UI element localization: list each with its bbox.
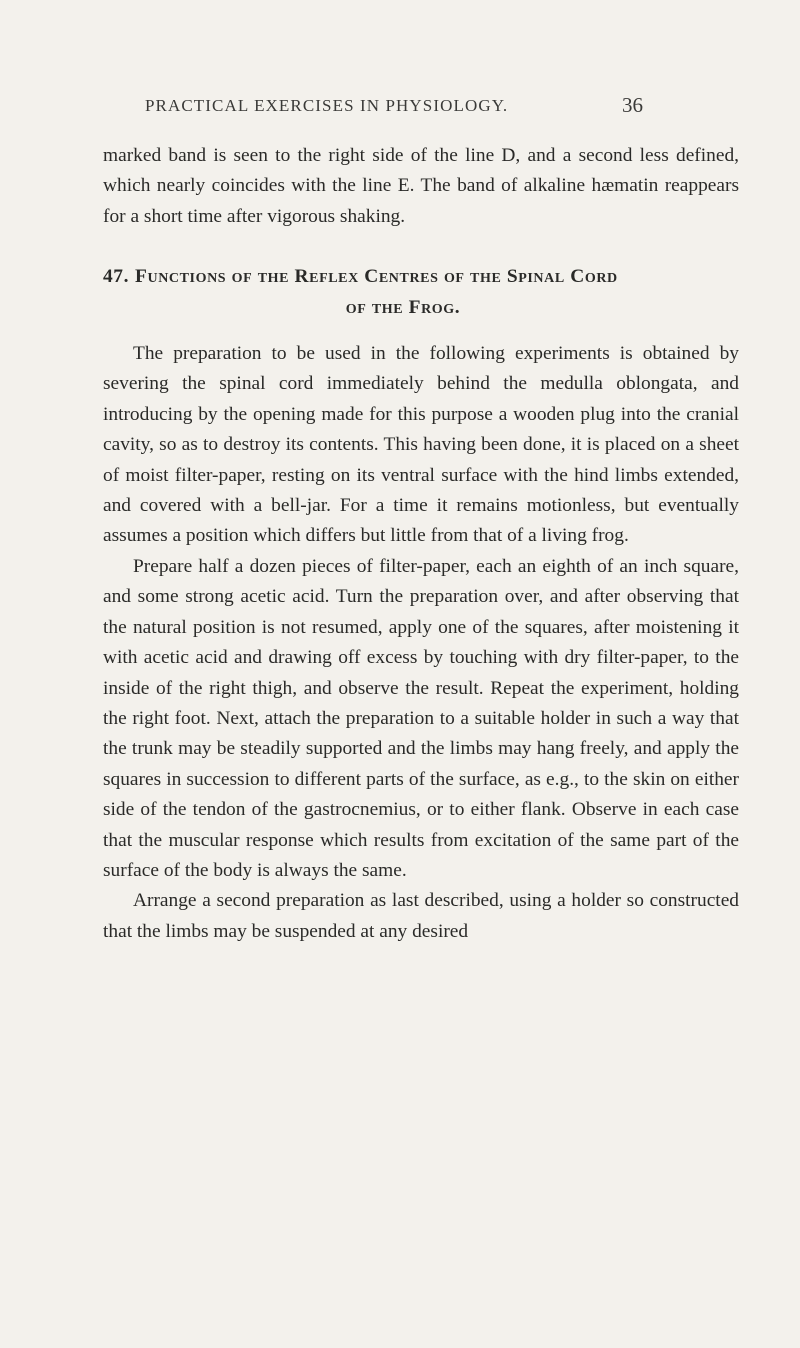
paragraph: Arrange a second preparation as last described, using a holder so constructed that the limbs may be suspended at any desired <box>103 890 739 942</box>
running-title: PRACTICAL EXERCISES IN PHYSIOLOGY. <box>145 96 509 115</box>
running-head <box>0 93 800 128</box>
paragraph: The preparation to be used in the following experiments is obtained by severing the spinal cord immediately behind the medulla oblongata, and introducing by the opening made for this purpose a wooden plug into the cranial cavity, so as to destroy its contents. This having been done, it is placed on a sheet of moist filter-paper, resting on its ventral surface with the hind limbs extended, and covered with a bell-jar. For a time it remains motionless, but eventually assumes a position which differs but little from that of a living frog. <box>103 343 739 547</box>
paragraph: Prepare half a dozen pieces of filter-paper, each an eighth of an inch square, and some strong acetic acid. Turn the preparation over, and after observing that the natural position is not resumed, apply one of the squares, after moistening it with acetic acid and drawing off excess by touching with dry filter-paper, to the inside of the right thigh, and observe the result. Repeat the experiment, holding the right foot. Next, attach the preparation to a suitable holder in such a way that the trunk may be steadily supported and the limbs may hang freely, and apply the squares in succession to different parts of the surface, as e.g., to the skin on either side of the tendon of the gastrocnemius, or to either flank. Observe in each case that the muscular response which results from excitation of the same part of the surface of the body is always the same. <box>103 555 739 881</box>
section-number: 47. <box>103 266 130 288</box>
spacer <box>103 232 739 262</box>
section-heading <box>103 262 739 323</box>
section-title-line1: Functions of the Reflex Centres of the Spinal Cord <box>135 266 618 288</box>
page-number: 36 <box>622 93 643 117</box>
section-title-line2: of the Frog. <box>345 296 461 318</box>
body-text <box>103 141 739 947</box>
paragraph-continued: marked band is seen to the right side of the line D, and a second less defined, which nearly coincides with the line E. The band of alkaline hæmatin reappears for a short time after vigorous shaking. <box>103 145 739 227</box>
spacer <box>103 323 739 339</box>
